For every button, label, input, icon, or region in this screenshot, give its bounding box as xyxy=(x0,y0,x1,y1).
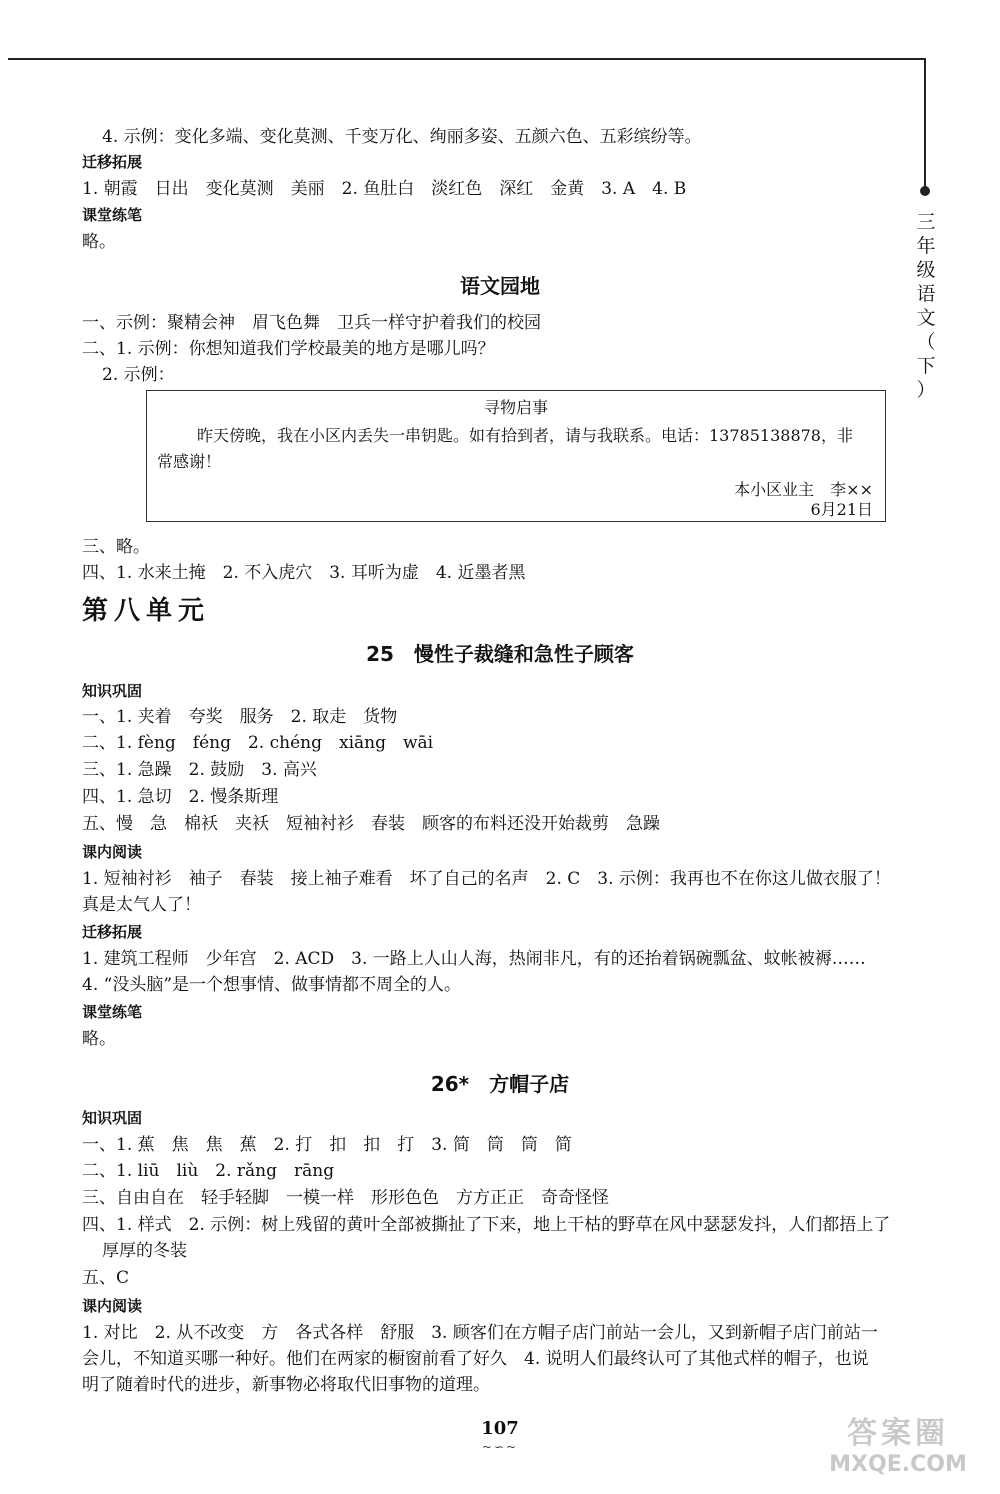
section-heading: 迁移拓展 xyxy=(82,923,143,941)
answer-line: 二、1. liū liù 2. rǎng rāng xyxy=(82,1161,335,1181)
side-rule xyxy=(924,58,926,190)
answer-line: 1. 短袖衬衫 袖子 春装 接上袖子难看 坏了自己的名声 2. C 3. 示例：我再也不在你这儿做衣服了！ xyxy=(82,869,891,889)
answer-line: 1. 建筑工程师 少年宫 2. ACD 3. 一路上人山人海，热闹非凡，有的还抬着锅碗瓢盆、蚊帐被褥…… xyxy=(82,949,866,969)
answer-line: 四、1. 急切 2. 慢条斯理 xyxy=(82,787,279,807)
section-heading: 课堂练笔 xyxy=(82,206,143,224)
side-bullet xyxy=(920,186,930,196)
answer-line: 1. 对比 2. 从不改变 方 各式各样 舒服 3. 顾客们在方帽子店门前站一会儿，又到新帽子店门前站一 xyxy=(82,1323,878,1343)
watermark-url: MXQE.COM xyxy=(829,1452,967,1477)
section-heading: 课堂练笔 xyxy=(82,1003,143,1021)
answer-line: 三、自由自在 轻手轻脚 一模一样 形形色色 方方正正 奇奇怪怪 xyxy=(82,1188,609,1208)
header-rule xyxy=(8,58,926,60)
unit-title: 第八单元 xyxy=(82,596,211,626)
answer-line: 四、1. 水来土掩 2. 不入虎穴 3. 耳听为虚 4. 近墨者黑 xyxy=(82,563,526,583)
section-heading: 知识巩固 xyxy=(82,682,143,700)
answer-line: 三、1. 急躁 2. 鼓励 3. 高兴 xyxy=(82,760,317,780)
answer-line: 会儿，不知道买哪一种好。他们在两家的橱窗前看了好久 4. 说明人们最终认可了其他式样的帽子，也说 xyxy=(82,1349,869,1369)
lesson-title: 25 慢性子裁缝和急性子顾客 xyxy=(366,642,634,666)
answer-line: 真是太气人了！ xyxy=(82,895,201,915)
lesson-title: 26* 方帽子店 xyxy=(430,1072,570,1096)
answer-line: 4. 示例：变化多端、变化莫测、千变万化、绚丽多姿、五颜六色、五彩缤纷等。 xyxy=(102,127,702,147)
section-heading: 迁移拓展 xyxy=(82,153,143,171)
answer-line: 五、C xyxy=(82,1268,130,1288)
section-heading: 知识巩固 xyxy=(82,1109,143,1127)
answer-line: 五、慢 急 棉袄 夹袄 短袖衬衫 春装 顾客的布料还没开始裁剪 急躁 xyxy=(82,814,660,834)
site-watermark xyxy=(818,1408,978,1480)
answer-line: 1. 朝霞 日出 变化莫测 美丽 2. 鱼肚白 淡红色 深红 金黄 3. A 4. B xyxy=(82,179,687,199)
page-number: 107 xyxy=(481,1418,519,1439)
notice-date: 6月21日 xyxy=(810,500,873,519)
answer-line: 一、1. 夹着 夸奖 服务 2. 取走 货物 xyxy=(82,707,398,727)
answer-line: 一、示例：聚精会神 眉飞色舞 卫兵一样守护着我们的校园 xyxy=(82,313,541,333)
answer-line: 2. 示例： xyxy=(102,365,175,385)
answer-line: 略。 xyxy=(82,1029,116,1049)
answer-line: 厚厚的冬装 xyxy=(102,1241,187,1261)
answer-line: 二、1. 示例：你想知道我们学校最美的地方是哪儿吗？ xyxy=(82,339,495,359)
section-heading: 课内阅读 xyxy=(82,843,143,861)
grade-subject-tab: 三 年 级 语 文 （ 下 ） xyxy=(916,211,936,401)
notice-body: 昨天傍晚，我在小区内丢失一串钥匙。如有拾到者，请与我联系。电话：13785138878，非 xyxy=(197,426,853,445)
section-heading: 课内阅读 xyxy=(82,1297,143,1315)
answer-line: 一、1. 蕉 焦 焦 蕉 2. 打 扣 扣 打 3. 简 筒 筒 简 xyxy=(82,1135,572,1155)
answer-line: 三、略。 xyxy=(82,537,150,557)
notice-title: 寻物启事 xyxy=(483,398,548,417)
answer-line: 明了随着时代的进步，新事物必将取代旧事物的道理。 xyxy=(82,1375,490,1395)
lost-item-notice-box xyxy=(146,390,886,522)
answer-line: 二、1. fèng féng 2. chéng xiāng wāi xyxy=(82,733,434,753)
answer-line: 四、1. 样式 2. 示例：树上残留的黄叶全部被撕扯了下来，地上干枯的野草在风中瑟瑟发抖，人们都捂上了 xyxy=(82,1215,891,1235)
answer-line: 4. “没头脑”是一个想事情、做事情都不周全的人。 xyxy=(82,975,462,995)
watermark-logo: 答案圈 xyxy=(847,1416,949,1451)
notice-signature: 本小区业主 李×× xyxy=(734,480,873,499)
page-ornament: ~∽~ xyxy=(481,1440,519,1454)
notice-body: 常感谢！ xyxy=(157,452,222,471)
answer-line: 略。 xyxy=(82,232,116,252)
section-title: 语文园地 xyxy=(460,274,540,298)
